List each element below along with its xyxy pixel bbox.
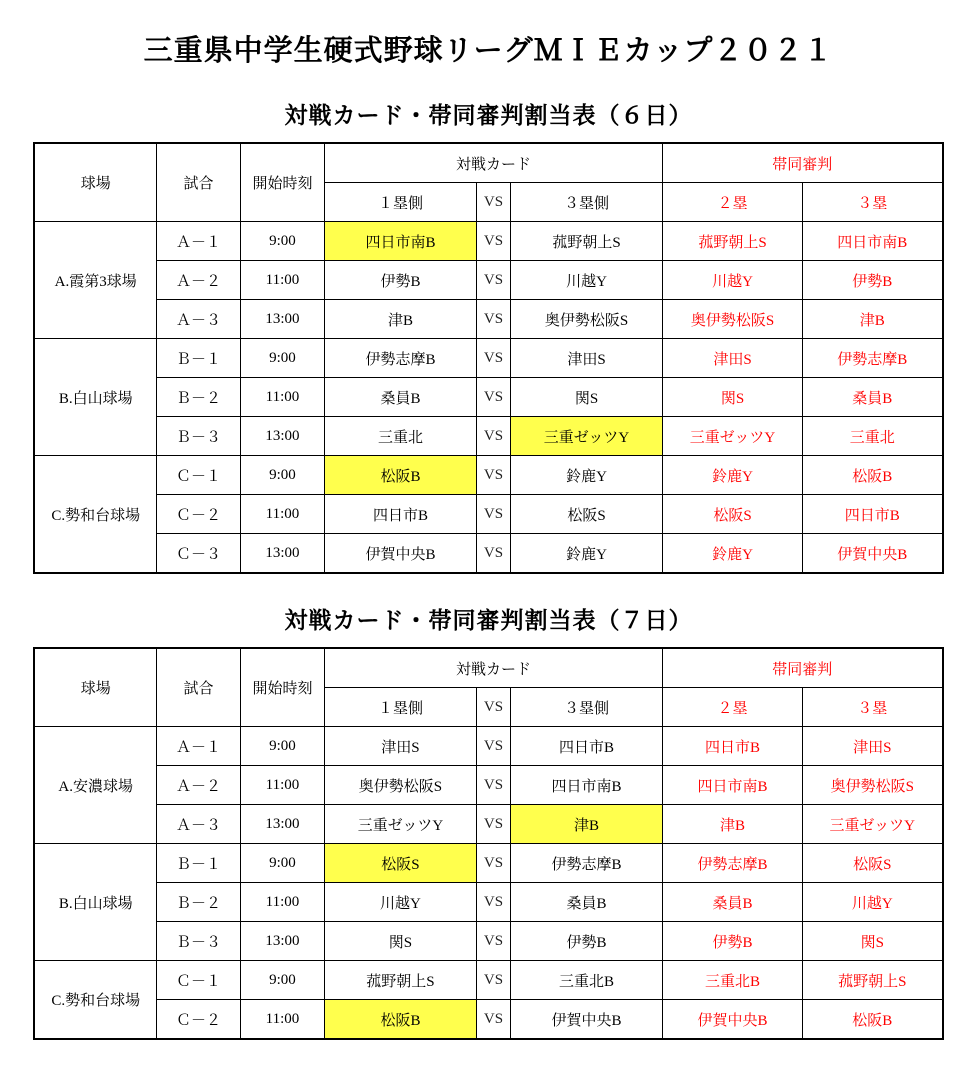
umpire-third-cell: 三重ゼッツY: [803, 805, 943, 844]
third-base-team-cell: 関S: [510, 378, 662, 417]
time-cell: 9:00: [240, 727, 324, 766]
venue-cell: B.白山球場: [34, 844, 156, 961]
venue-cell: A.霞第3球場: [34, 222, 156, 339]
time-cell: 13:00: [240, 922, 324, 961]
umpire-third-cell: 松阪B: [803, 1000, 943, 1040]
third-base-team-cell: 伊勢B: [510, 922, 662, 961]
first-base-team-cell: 三重ゼッツY: [324, 805, 476, 844]
time-cell: 11:00: [240, 1000, 324, 1040]
venue-cell: C.勢和台球場: [34, 456, 156, 574]
umpire-third-cell: 松阪B: [803, 456, 943, 495]
third-base-team-cell: 三重ゼッツY: [510, 417, 662, 456]
third-base-team-cell: 津B: [510, 805, 662, 844]
header-umpire-third: ３塁: [803, 688, 943, 727]
time-cell: 13:00: [240, 805, 324, 844]
vs-cell: VS: [476, 961, 510, 1000]
table-header-row-top: [34, 143, 942, 183]
umpire-second-cell: 松阪S: [663, 495, 803, 534]
table-row: [34, 222, 942, 261]
time-cell: 13:00: [240, 534, 324, 574]
venue-cell: C.勢和台球場: [34, 961, 156, 1040]
table-row: [34, 534, 942, 574]
first-base-team-cell: 奥伊勢松阪S: [324, 766, 476, 805]
game-cell: Ａ－３: [156, 300, 240, 339]
game-cell: Ｃ－３: [156, 534, 240, 574]
third-base-team-cell: 伊勢志摩B: [510, 844, 662, 883]
game-cell: Ｂ－１: [156, 339, 240, 378]
umpire-second-cell: 津B: [663, 805, 803, 844]
game-cell: Ａ－１: [156, 222, 240, 261]
time-cell: 11:00: [240, 261, 324, 300]
table-row: [34, 378, 942, 417]
header-first-base-side: １塁側: [324, 183, 476, 222]
time-cell: 9:00: [240, 844, 324, 883]
header-umpire-group: 帯同審判: [663, 648, 943, 688]
section-title: 対戦カード・帯同審判割当表（７日）: [284, 608, 693, 633]
header-umpire-second: ２塁: [663, 688, 803, 727]
third-base-team-cell: 鈴鹿Y: [510, 534, 662, 574]
umpire-second-cell: 三重北B: [663, 961, 803, 1000]
header-vs: VS: [476, 688, 510, 727]
header-umpire-group: 帯同審判: [663, 143, 943, 183]
header-venue: 球場: [34, 648, 156, 727]
third-base-team-cell: 津田S: [510, 339, 662, 378]
first-base-team-cell: 伊勢B: [324, 261, 476, 300]
first-base-team-cell: 三重北: [324, 417, 476, 456]
header-vs: VS: [476, 183, 510, 222]
vs-cell: VS: [476, 844, 510, 883]
vs-cell: VS: [476, 495, 510, 534]
table-row: [34, 883, 942, 922]
umpire-second-cell: 奥伊勢松阪S: [663, 300, 803, 339]
umpire-third-cell: 四日市南B: [803, 222, 943, 261]
time-cell: 9:00: [240, 456, 324, 495]
table-row: [34, 417, 942, 456]
header-game: 試合: [156, 648, 240, 727]
vs-cell: VS: [476, 922, 510, 961]
game-cell: Ａ－２: [156, 766, 240, 805]
umpire-third-cell: 桑員B: [803, 378, 943, 417]
umpire-third-cell: 菰野朝上S: [803, 961, 943, 1000]
first-base-team-cell: 津田S: [324, 727, 476, 766]
first-base-team-cell: 伊勢志摩B: [324, 339, 476, 378]
time-cell: 11:00: [240, 495, 324, 534]
game-cell: Ｂ－２: [156, 378, 240, 417]
vs-cell: VS: [476, 222, 510, 261]
umpire-third-cell: 川越Y: [803, 883, 943, 922]
umpire-second-cell: 川越Y: [663, 261, 803, 300]
umpire-second-cell: 伊賀中央B: [663, 1000, 803, 1040]
table-row: [34, 495, 942, 534]
vs-cell: VS: [476, 339, 510, 378]
header-third-base-side: ３塁側: [510, 183, 662, 222]
umpire-third-cell: 関S: [803, 922, 943, 961]
third-base-team-cell: 四日市南B: [510, 766, 662, 805]
schedule-table: [33, 142, 943, 574]
header-umpire-third: ３塁: [803, 183, 943, 222]
header-start-time: 開始時刻: [240, 648, 324, 727]
game-cell: Ｃ－２: [156, 495, 240, 534]
table-row: [34, 805, 942, 844]
third-base-team-cell: 伊賀中央B: [510, 1000, 662, 1040]
umpire-third-cell: 津田S: [803, 727, 943, 766]
time-cell: 9:00: [240, 961, 324, 1000]
third-base-team-cell: 松阪S: [510, 495, 662, 534]
first-base-team-cell: 伊賀中央B: [324, 534, 476, 574]
table-row: [34, 727, 942, 766]
first-base-team-cell: 松阪B: [324, 456, 476, 495]
time-cell: 11:00: [240, 766, 324, 805]
game-cell: Ａ－２: [156, 261, 240, 300]
first-base-team-cell: 松阪S: [324, 844, 476, 883]
table-row: [34, 261, 942, 300]
umpire-third-cell: 津B: [803, 300, 943, 339]
time-cell: 13:00: [240, 300, 324, 339]
header-third-base-side: ３塁側: [510, 688, 662, 727]
game-cell: Ｂ－１: [156, 844, 240, 883]
header-matchup: 対戦カード: [324, 648, 662, 688]
table-header-row-top: [34, 648, 942, 688]
table-row: [34, 961, 942, 1000]
umpire-third-cell: 伊勢B: [803, 261, 943, 300]
header-umpire-second: ２塁: [663, 183, 803, 222]
umpire-second-cell: 鈴鹿Y: [663, 534, 803, 574]
header-matchup: 対戦カード: [324, 143, 662, 183]
first-base-team-cell: 桑員B: [324, 378, 476, 417]
game-cell: Ｃ－１: [156, 456, 240, 495]
third-base-team-cell: 鈴鹿Y: [510, 456, 662, 495]
vs-cell: VS: [476, 1000, 510, 1040]
time-cell: 9:00: [240, 339, 324, 378]
time-cell: 11:00: [240, 883, 324, 922]
vs-cell: VS: [476, 378, 510, 417]
umpire-third-cell: 三重北: [803, 417, 943, 456]
umpire-second-cell: 関S: [663, 378, 803, 417]
first-base-team-cell: 菰野朝上S: [324, 961, 476, 1000]
vs-cell: VS: [476, 300, 510, 339]
game-cell: Ｃ－１: [156, 961, 240, 1000]
header-venue: 球場: [34, 143, 156, 222]
umpire-second-cell: 桑員B: [663, 883, 803, 922]
umpire-third-cell: 奥伊勢松阪S: [803, 766, 943, 805]
third-base-team-cell: 三重北B: [510, 961, 662, 1000]
third-base-team-cell: 桑員B: [510, 883, 662, 922]
table-row: [34, 456, 942, 495]
umpire-third-cell: 伊賀中央B: [803, 534, 943, 574]
first-base-team-cell: 関S: [324, 922, 476, 961]
vs-cell: VS: [476, 766, 510, 805]
table-row: [34, 766, 942, 805]
venue-cell: B.白山球場: [34, 339, 156, 456]
game-cell: Ｂ－３: [156, 922, 240, 961]
vs-cell: VS: [476, 805, 510, 844]
umpire-second-cell: 四日市B: [663, 727, 803, 766]
vs-cell: VS: [476, 883, 510, 922]
schedule-sections: [0, 75, 977, 1046]
umpire-third-cell: 四日市B: [803, 495, 943, 534]
umpire-third-cell: 伊勢志摩B: [803, 339, 943, 378]
header-start-time: 開始時刻: [240, 143, 324, 222]
game-cell: Ｂ－２: [156, 883, 240, 922]
table-row: [34, 844, 942, 883]
game-cell: Ａ－３: [156, 805, 240, 844]
first-base-team-cell: 川越Y: [324, 883, 476, 922]
vs-cell: VS: [476, 417, 510, 456]
umpire-second-cell: 四日市南B: [663, 766, 803, 805]
vs-cell: VS: [476, 727, 510, 766]
section-title: 対戦カード・帯同審判割当表（６日）: [284, 103, 693, 128]
first-base-team-cell: 四日市南B: [324, 222, 476, 261]
vs-cell: VS: [476, 261, 510, 300]
header-first-base-side: １塁側: [324, 688, 476, 727]
page-title: 三重県中学生硬式野球リーグＭＩＥカップ２０２１: [143, 35, 834, 67]
schedule-table: [33, 647, 943, 1040]
umpire-second-cell: 津田S: [663, 339, 803, 378]
first-base-team-cell: 四日市B: [324, 495, 476, 534]
vs-cell: VS: [476, 456, 510, 495]
game-cell: Ａ－１: [156, 727, 240, 766]
umpire-second-cell: 鈴鹿Y: [663, 456, 803, 495]
third-base-team-cell: 川越Y: [510, 261, 662, 300]
schedule-section: [0, 580, 977, 1046]
header-game: 試合: [156, 143, 240, 222]
first-base-team-cell: 津B: [324, 300, 476, 339]
game-cell: Ｃ－２: [156, 1000, 240, 1040]
first-base-team-cell: 松阪B: [324, 1000, 476, 1040]
umpire-third-cell: 松阪S: [803, 844, 943, 883]
umpire-second-cell: 三重ゼッツY: [663, 417, 803, 456]
third-base-team-cell: 菰野朝上S: [510, 222, 662, 261]
time-cell: 11:00: [240, 378, 324, 417]
schedule-section: [0, 75, 977, 580]
umpire-second-cell: 伊勢B: [663, 922, 803, 961]
third-base-team-cell: 奥伊勢松阪S: [510, 300, 662, 339]
time-cell: 13:00: [240, 417, 324, 456]
venue-cell: A.安濃球場: [34, 727, 156, 844]
umpire-second-cell: 伊勢志摩B: [663, 844, 803, 883]
table-row: [34, 922, 942, 961]
table-row: [34, 339, 942, 378]
vs-cell: VS: [476, 534, 510, 574]
time-cell: 9:00: [240, 222, 324, 261]
table-row: [34, 1000, 942, 1040]
table-row: [34, 300, 942, 339]
umpire-second-cell: 菰野朝上S: [663, 222, 803, 261]
third-base-team-cell: 四日市B: [510, 727, 662, 766]
game-cell: Ｂ－３: [156, 417, 240, 456]
